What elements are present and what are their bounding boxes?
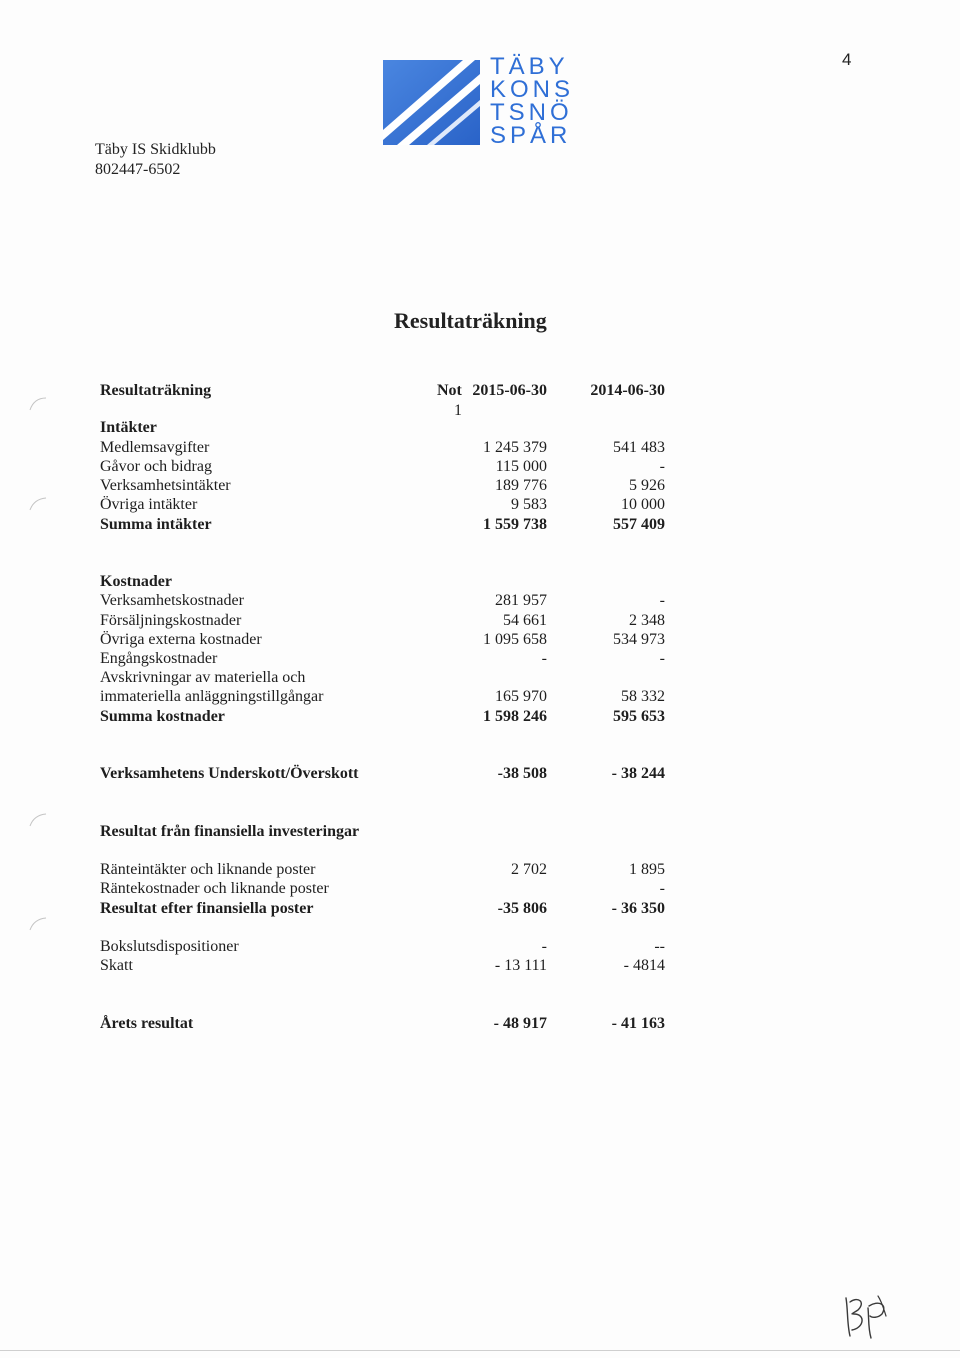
value-2014-06-30: -- [654,938,665,955]
table-row [0,476,960,495]
company-name: Täby IS Skidklubb [95,141,216,158]
table-row [0,899,960,918]
row-label: Resultat från finansiella investeringar [100,823,360,840]
row-label: Verksamhetskostnader [100,592,244,609]
row-label: Kostnader [100,573,172,590]
table-header-2015-06-30: 2015-06-30 [472,382,547,399]
value-2014-06-30: 1 895 [629,861,665,878]
company-info [95,140,216,180]
value-2014-06-30: 10 000 [621,496,665,513]
table-row [0,611,960,630]
value-2014-06-30: - 4814 [623,957,665,974]
value-2015-06-30: 2 702 [511,861,547,878]
value-2015-06-30: - [541,650,547,667]
value-2015-06-30: - [541,938,547,955]
logo-line: SPÅR [490,122,572,149]
row-label: Medlemsavgifter [100,439,210,456]
signature [838,1292,900,1342]
row-label: Försäljningskostnader [100,612,242,629]
logo-line: KONS [490,76,575,103]
row-label: Skatt [100,957,133,974]
row-label: Årets resultat [100,1015,194,1032]
table-row [0,438,960,457]
table-row [0,495,960,514]
value-2014-06-30: - 41 163 [611,1015,665,1032]
value-2014-06-30: - 36 350 [611,900,665,917]
table-row [0,879,960,898]
table-row [0,515,960,534]
table-header-2014-06-30: 2014-06-30 [590,382,665,399]
table-header-label: Resultaträkning [100,382,212,399]
row-label: Verksamhetsintäkter [100,477,231,494]
logo-line: TÄBY [490,53,569,80]
value-2014-06-30: 534 973 [613,631,665,648]
value-2014-06-30: 2 348 [629,612,665,629]
table-row [0,591,960,610]
value-2015-06-30: 1 245 379 [483,439,547,456]
value-2014-06-30: 5 926 [629,477,665,494]
table-row [0,457,960,476]
value-2014-06-30: - 38 244 [611,765,665,782]
value-2015-06-30: 1 559 738 [483,516,547,533]
row-label: Övriga externa kostnader [100,631,262,648]
table-row [0,418,960,437]
value-2015-06-30: - 48 917 [493,1015,547,1032]
value-2015-06-30: -35 806 [497,900,547,917]
table-header-note-number: 1 [454,402,462,419]
value-2015-06-30: 54 661 [503,612,547,629]
logo-wordmark [490,55,574,147]
row-label: Summa kostnader [100,708,225,725]
row-label: Engångskostnader [100,650,218,667]
table-row [0,572,960,591]
org-number: 802447-6502 [95,161,181,178]
value-2014-06-30: 557 409 [613,516,665,533]
value-2014-06-30: - [659,592,665,609]
diagonal-stripes-icon [383,60,480,145]
page-title: Resultaträkning [394,308,547,333]
value-2015-06-30: 115 000 [495,458,547,475]
value-2015-06-30: 1 598 246 [483,708,547,725]
value-2015-06-30: 165 970 [495,688,547,705]
scan-edge [0,1350,960,1351]
table-row [0,822,960,841]
row-label: Summa intäkter [100,516,212,533]
value-2015-06-30: 281 957 [495,592,547,609]
row-label: Resultat efter finansiella poster [100,900,314,917]
table-row [0,668,960,687]
table-row [0,860,960,879]
table-row [0,630,960,649]
row-label: Intäkter [100,419,157,436]
table-row [0,956,960,975]
value-2015-06-30: 1 095 658 [483,631,547,648]
table-row [0,687,960,706]
row-label: Gåvor och bidrag [100,458,212,475]
value-2014-06-30: - [659,458,665,475]
logo-line: TSNÖ [490,99,573,126]
row-label: Verksamhetens Underskott/Överskott [100,765,359,782]
row-label: Avskrivningar av materiella och [100,669,306,686]
value-2014-06-30: 58 332 [621,688,665,705]
row-label: immateriella anläggningstillgångar [100,688,324,705]
table-row [0,649,960,668]
value-2014-06-30: 595 653 [613,708,665,725]
value-2014-06-30: 541 483 [613,439,665,456]
table-header-note: Not [437,382,462,399]
value-2014-06-30: - [659,650,665,667]
page-number: 4 [842,50,852,69]
row-label: Ränteintäkter och liknande poster [100,861,316,878]
row-label: Räntekostnader och liknande poster [100,880,329,897]
table-row [0,707,960,726]
value-2015-06-30: -38 508 [497,765,547,782]
value-2015-06-30: 189 776 [495,477,547,494]
value-2014-06-30: - [659,880,665,897]
row-label: Övriga intäkter [100,496,198,513]
table-row [0,937,960,956]
row-label: Bokslutsdispositioner [100,938,239,955]
value-2015-06-30: 9 583 [511,496,547,513]
table-row [0,1014,960,1033]
value-2015-06-30: - 13 111 [494,957,547,974]
table-row [0,764,960,783]
